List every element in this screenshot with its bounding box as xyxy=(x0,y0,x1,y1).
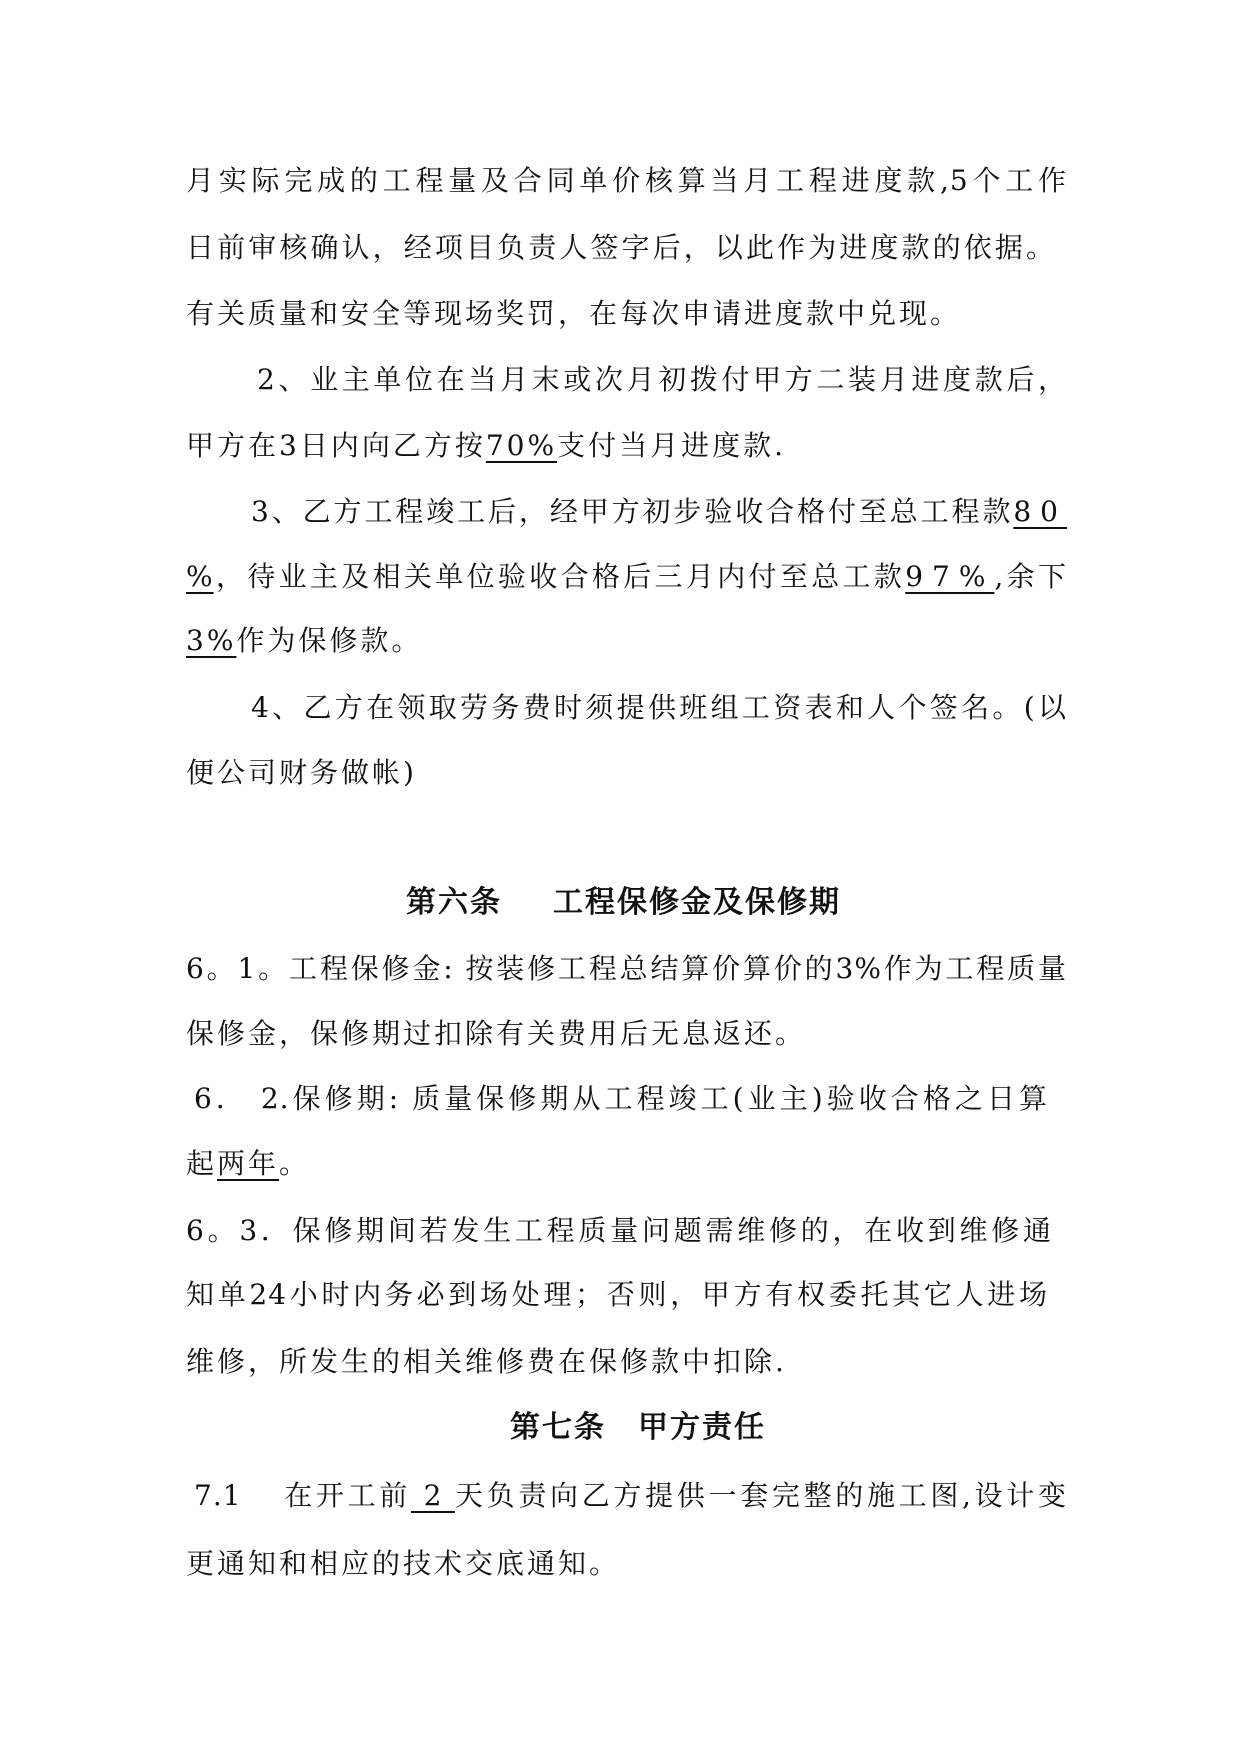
section-heading-number: 第七条 xyxy=(510,1410,606,1445)
paragraph-line xyxy=(251,492,1067,532)
paragraph-line xyxy=(186,1144,310,1184)
section-heading-title: 工程保修金及保修期 xyxy=(553,885,841,920)
underlined-value: 70% xyxy=(485,429,558,462)
paragraph-line xyxy=(251,688,1067,728)
paragraph-line xyxy=(186,753,417,793)
text-segment: 6。3．保修期间若发生工程质量问题需维修的，在收到维修通 xyxy=(186,1214,1052,1247)
text-segment: 3、乙方工程竣工后，经甲方初步验收合格付至总工程款 xyxy=(251,495,1014,528)
text-segment: 2、业主单位在当月末或次月初拨付甲方二装月进度款后， xyxy=(257,363,1067,396)
paragraph-line xyxy=(186,1342,787,1382)
paragraph-line xyxy=(186,161,1067,201)
text-segment: 6。1。工程保修金: 按装修工程总结算价算价的3%作为工程质量 xyxy=(186,952,1067,985)
underlined-value: 80 xyxy=(1013,495,1067,528)
paragraph-line xyxy=(186,294,961,334)
paragraph-line xyxy=(257,360,1067,400)
text-segment: 。 xyxy=(279,1147,311,1180)
paragraph-line xyxy=(194,1476,1067,1516)
paragraph-line xyxy=(186,1544,620,1584)
text-segment: 起 xyxy=(186,1147,218,1180)
text-segment: 日前审核确认，经项目负责人签字后，以此作为进度款的依据。 xyxy=(186,231,1055,264)
paragraph-line xyxy=(186,621,422,661)
paragraph-line xyxy=(186,1014,806,1054)
paragraph-line xyxy=(186,1275,1048,1315)
text-segment: 更通知和相应的技术交底通知。 xyxy=(186,1547,621,1580)
underlined-value: 3% xyxy=(186,624,237,657)
underlined-value: 两年 xyxy=(217,1147,280,1180)
text-segment: 月实际完成的工程量及合同单价核算当月工程进度款,5个工作 xyxy=(186,164,1067,197)
text-segment: ,余下 xyxy=(994,560,1067,593)
section-heading-number: 第六条 xyxy=(406,885,502,920)
paragraph-line xyxy=(186,426,786,466)
text-segment: 6． 2.保修期: 质量保修期从工程竣工(业主)验收合格之日算 xyxy=(194,1082,1048,1115)
text-segment: 甲方在3日内向乙方按 xyxy=(186,429,486,462)
text-segment: 保修金，保修期过扣除有关费用后无息返还。 xyxy=(186,1017,807,1050)
underlined-value: % xyxy=(186,560,214,593)
text-segment: 知单24小时内务必到场处理；否则，甲方有权委托其它人进场 xyxy=(186,1278,1048,1311)
text-segment: 有关质量和安全等现场奖罚，在每次申请进度款中兑现。 xyxy=(186,297,962,330)
text-segment: 天负责向乙方提供一套完整的施工图,设计变 xyxy=(454,1479,1067,1512)
text-segment: ，待业主及相关单位验收合格后三月内付至总工款 xyxy=(213,560,906,593)
paragraph-line xyxy=(186,228,1055,268)
underlined-value: 97% xyxy=(905,560,995,593)
clause-number: 7.1 xyxy=(194,1479,242,1512)
paragraph-line xyxy=(186,949,1067,989)
text-segment: 在开工前 xyxy=(281,1479,411,1512)
paragraph-line xyxy=(186,557,1067,597)
paragraph-line xyxy=(186,1211,1052,1251)
text-segment: 4、乙方在领取劳务费时须提供班组工资表和人个签名。(以 xyxy=(251,691,1067,724)
paragraph-line xyxy=(194,1079,1048,1119)
text-segment: 作为保修款。 xyxy=(236,624,423,657)
section-heading-title: 甲方责任 xyxy=(638,1410,766,1445)
text-segment: 便公司财务做帐) xyxy=(186,756,417,789)
text-segment: 维修，所发生的相关维修费在保修款中扣除. xyxy=(186,1345,787,1378)
underlined-value: 2 xyxy=(410,1479,455,1512)
text-segment: 支付当月进度款. xyxy=(557,429,786,462)
